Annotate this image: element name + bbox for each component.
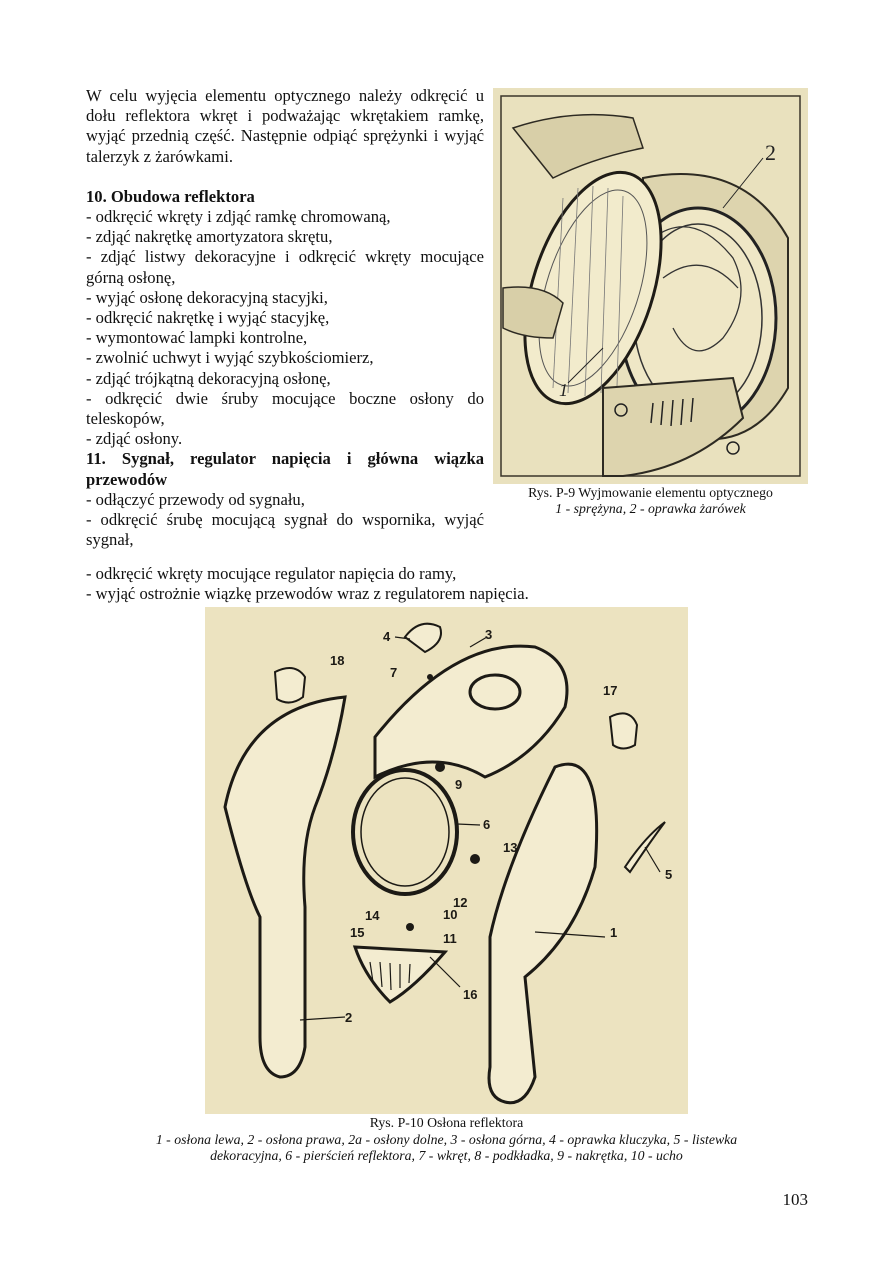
list-item: - wymontować lampki kontrolne, <box>86 328 308 348</box>
list-item: - zdjąć nakrętkę amortyzatora skrętu, <box>86 227 333 247</box>
text-column <box>86 86 484 550</box>
callout-4: 4 <box>383 629 391 644</box>
list-item: - wyjąć ostrożnie wiązkę przewodów wraz z regulatorem napięcia. <box>86 584 529 604</box>
section-10-heading: 10. Obudowa reflektora <box>86 186 255 206</box>
callout-14: 14 <box>365 908 380 923</box>
callout-9: 9 <box>455 777 463 792</box>
figure-p10-illustration <box>205 607 688 1114</box>
section-11-list-continued <box>86 564 586 604</box>
figure-p10-legend: 1 - osłona lewa, 2 - osłona prawa, 2a - osłony dolne, 3 - osłona górna, 4 - oprawka kluczyka, 5 - listewka dekoracyjna, 6 - pierścień reflektora, 7 - wkręt, 8 - podkładka, 9 - nakrętka, 10 - ucho <box>155 1131 738 1163</box>
figure-p9-legend: 1 - sprężyna, 2 - oprawka żarówek <box>555 501 746 516</box>
list-item: - wyjąć osłonę dekoracyjną stacyjki, <box>86 287 328 307</box>
callout-13: 13 <box>503 840 518 855</box>
callout-15: 15 <box>350 925 365 940</box>
callout-7: 7 <box>390 665 398 680</box>
figure-p10-caption: Rys. P-10 Osłona reflektora <box>369 1115 524 1130</box>
callout-1: 1 <box>559 380 568 400</box>
section-11-list <box>86 490 484 551</box>
list-item: - odkręcić nakrętkę i wyjąć stacyjkę, <box>86 308 330 328</box>
callout-10: 10 <box>443 907 458 922</box>
callout-6: 6 <box>483 817 491 832</box>
callout-5: 5 <box>665 867 673 882</box>
headlamp-cover-exploded-drawing <box>205 607 688 1114</box>
list-item: - odkręcić wkręty mocujące regulator napięcia do ramy, <box>86 564 457 583</box>
section-11-heading: 11. Sygnał, regulator napięcia i główna wiązka przewodów <box>86 449 484 489</box>
list-item: - zwolnić uchwyt i wyjąć szybkościomierz, <box>86 348 374 368</box>
figure-p10-caption-block <box>120 1115 773 1163</box>
intro-paragraph: W celu wyjęcia elementu optycznego należy odkręcić u dołu reflektora wkręt i podważając wkrętakiem ramkę, wyjąć przednią część. Następnie odpiąć sprężynki i wyjąć talerzyk z żarówkami. <box>86 86 484 166</box>
page-number: 103 <box>782 1190 808 1209</box>
callout-1: 1 <box>610 925 618 940</box>
callout-11: 11 <box>443 931 457 946</box>
list-item: - odkręcić śrubę mocującą sygnał do wspornika, wyjąć sygnał, <box>86 510 484 550</box>
callout-17: 17 <box>603 683 618 698</box>
callout-16: 16 <box>463 987 478 1002</box>
section-10-list <box>86 207 484 449</box>
figure-p9-illustration <box>493 88 808 484</box>
list-item: - zdjąć trójkątną dekoracyjną osłonę, <box>86 368 331 388</box>
list-item: - zdjąć osłony. <box>86 429 183 449</box>
callout-2: 2 <box>765 140 776 165</box>
list-item: - odkręcić dwie śruby mocujące boczne osłony do teleskopów, <box>86 388 484 429</box>
list-item: - odkręcić wkręty i zdjąć ramkę chromowaną, <box>86 207 391 227</box>
figure-p9-caption: Rys. P-9 Wyjmowanie elementu optycznego <box>528 485 773 500</box>
callout-12: 12 <box>453 895 468 910</box>
callout-18: 18 <box>330 653 345 668</box>
figure-p9-caption-block <box>493 485 808 517</box>
list-item: - odłączyć przewody od sygnału, <box>86 489 305 509</box>
headlamp-removal-drawing <box>493 88 808 484</box>
callout-3: 3 <box>485 627 493 642</box>
list-item: - zdjąć listwy dekoracyjne i odkręcić wkręty mocujące górną osłonę, <box>86 247 484 287</box>
callout-2: 2 <box>345 1010 353 1025</box>
